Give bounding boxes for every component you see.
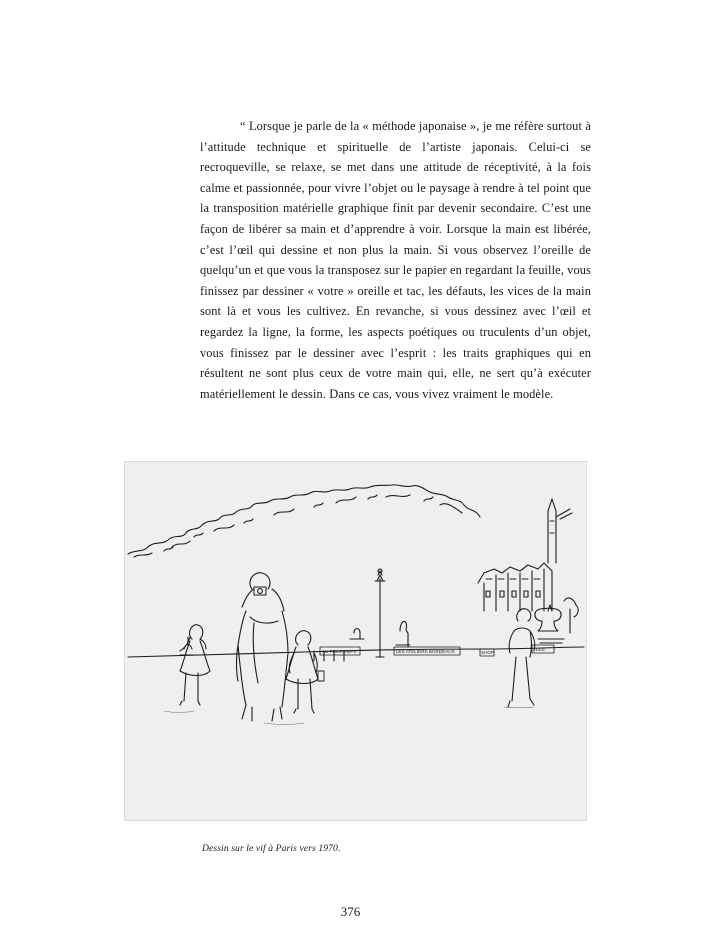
sign-label: LES ATELIERS BORDEAUX xyxy=(396,649,455,654)
ink-sketch-paris-street-scene-icon xyxy=(124,461,587,821)
sign-label: LES xyxy=(536,647,545,652)
body-text-block xyxy=(200,116,591,404)
page-number: 376 xyxy=(340,904,361,919)
sign-label: AU PRINTEMPS xyxy=(322,649,357,654)
sketch-illustration xyxy=(124,461,587,821)
sign-label: SHOP xyxy=(481,650,495,655)
body-paragraph: “ Lorsque je parle de la « méthode japonaise », je me réfère surtout à l’attitude technique et spirituelle de l’artiste japonais. Celui-ci se recroqueville, se relaxe, se met dans une attitude de réceptivité, à la fois calme et passionnée, pour vivre l’objet ou le paysage à rendre à tel point que la transposition matérielle graphique finit par devenir secondaire. C’est une façon de libérer sa main et d’apprendre à voir. Lorsque la main est libérée, c’est l’œil qui dessine et non plus la main. Si vous observez l’oreille de quelqu’un et que vous la transposez sur le papier en regardant la feuille, vous finissez par dessiner « votre » oreille et tac, les défauts, les vices de la main sont là et vous les cultivez. En revanche, si vous dessinez avec l’œil et regardez la ligne, la forme, les aspects poétiques ou truculents d’un objet, vous finissez par le dessiner avec l’esprit : les traits graphiques qui en résultent ne sont plus ceux de votre main qui, elle, ne sert qu’à exécuter matériellement le dessin. Dans ce cas, vous vivez vraiment le modèle. xyxy=(200,119,591,401)
figure-caption: Dessin sur le vif à Paris vers 1970. xyxy=(202,843,341,854)
